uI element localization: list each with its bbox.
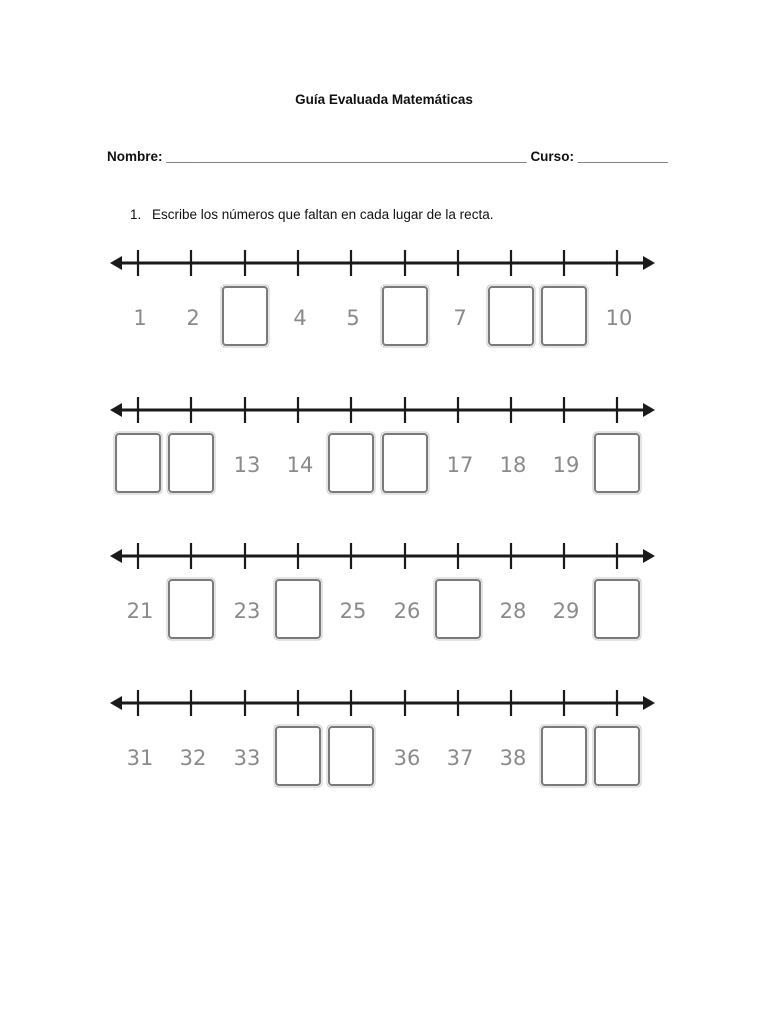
- number-line-3: [110, 543, 655, 640]
- right-arrow-icon: [643, 549, 655, 563]
- number-label: 36: [393, 746, 421, 770]
- answer-box[interactable]: [276, 727, 320, 785]
- right-arrow-icon: [643, 696, 655, 710]
- number-line-2: [110, 397, 655, 494]
- page-title: Guía Evaluada Matemáticas: [295, 92, 473, 107]
- number-label: 5: [346, 306, 360, 330]
- number-label: 26: [393, 599, 421, 623]
- answer-box[interactable]: [329, 727, 373, 785]
- number-label: 29: [552, 599, 580, 623]
- number-label: 2: [186, 306, 200, 330]
- number-label: 19: [552, 453, 580, 477]
- instruction-number: 1.: [130, 207, 142, 222]
- number-label: 14: [286, 453, 314, 477]
- number-line-1: [110, 250, 655, 347]
- number-label: 4: [293, 306, 307, 330]
- answer-box[interactable]: [276, 580, 320, 638]
- course-field[interactable]: ____________: [577, 149, 668, 164]
- instruction-text: Escribe los números que faltan en cada lugar de la recta.: [152, 207, 494, 222]
- number-label: 1: [133, 306, 147, 330]
- answer-box[interactable]: [542, 727, 586, 785]
- answer-box[interactable]: [436, 580, 480, 638]
- answer-box[interactable]: [542, 287, 586, 345]
- left-arrow-icon: [110, 549, 122, 563]
- number-label: 38: [499, 746, 527, 770]
- answer-box[interactable]: [489, 287, 533, 345]
- answer-box[interactable]: [329, 434, 373, 492]
- name-label: Nombre:: [107, 149, 163, 164]
- answer-box[interactable]: [383, 434, 427, 492]
- number-label: 33: [233, 746, 261, 770]
- left-arrow-icon: [110, 256, 122, 270]
- right-arrow-icon: [643, 403, 655, 417]
- number-label: 28: [499, 599, 527, 623]
- number-label: 10: [605, 306, 633, 330]
- answer-box[interactable]: [169, 580, 213, 638]
- answer-box[interactable]: [595, 580, 639, 638]
- number-label: 7: [453, 306, 467, 330]
- number-label: 21: [126, 599, 154, 623]
- number-label: 37: [446, 746, 474, 770]
- number-label: 31: [126, 746, 154, 770]
- answer-box[interactable]: [595, 727, 639, 785]
- left-arrow-icon: [110, 403, 122, 417]
- number-label: 18: [499, 453, 527, 477]
- name-field[interactable]: ________________________________________________: [166, 149, 527, 164]
- answer-box[interactable]: [595, 434, 639, 492]
- answer-box[interactable]: [223, 287, 267, 345]
- course-label: Curso:: [530, 149, 574, 164]
- number-label: 13: [233, 453, 261, 477]
- answer-box[interactable]: [383, 287, 427, 345]
- answer-box[interactable]: [116, 434, 160, 492]
- right-arrow-icon: [643, 256, 655, 270]
- answer-box[interactable]: [169, 434, 213, 492]
- number-label: 17: [446, 453, 474, 477]
- number-label: 25: [339, 599, 367, 623]
- left-arrow-icon: [110, 696, 122, 710]
- number-label: 23: [233, 599, 261, 623]
- number-label: 32: [179, 746, 207, 770]
- number-line-4: [110, 690, 655, 787]
